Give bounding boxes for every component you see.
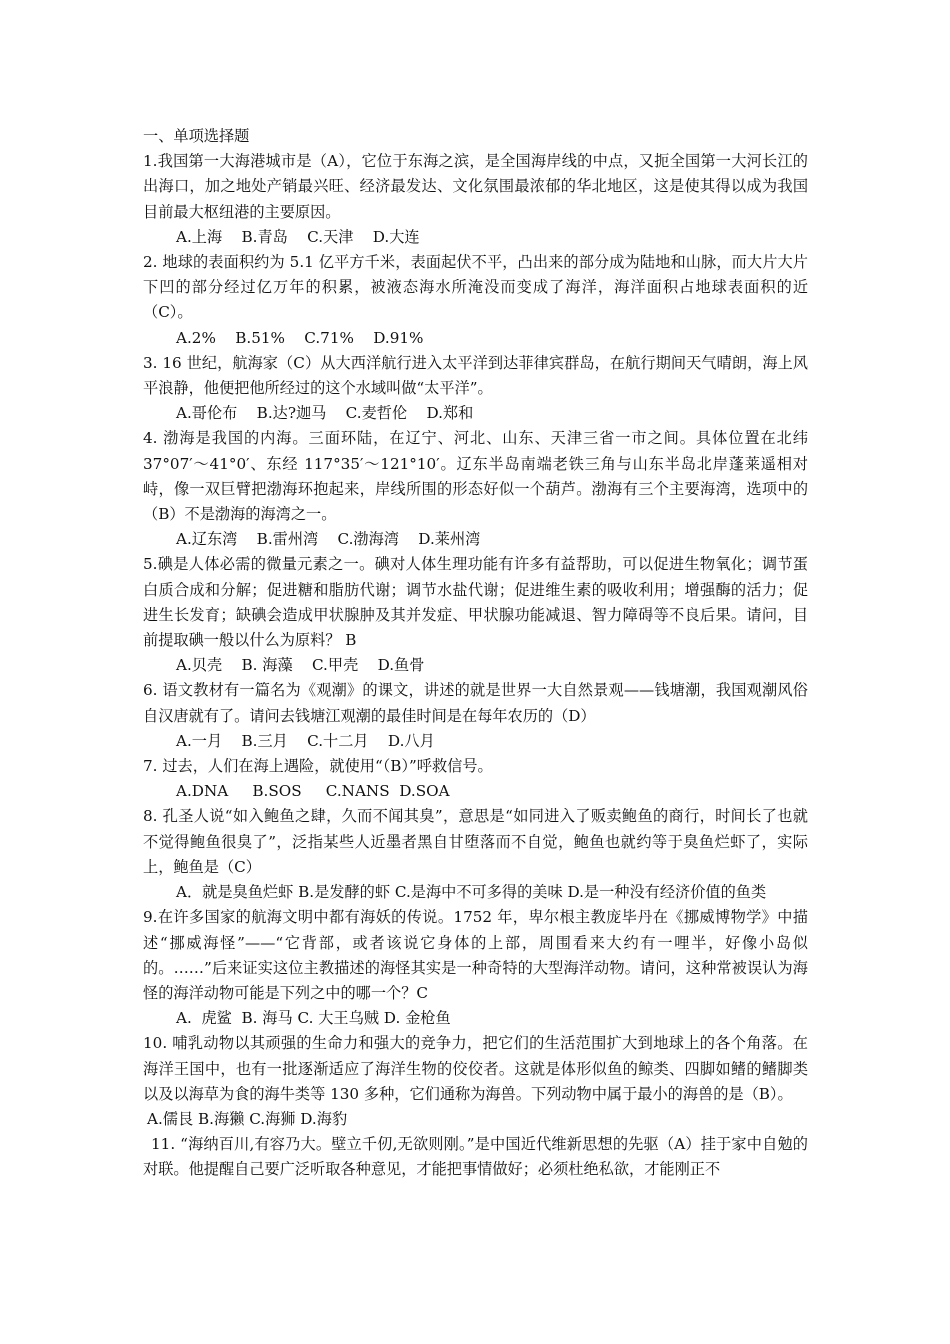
question-4-stem: 4. 渤海是我国的内海。三面环陆，在辽宁、河北、山东、天津三省一市之间。具体位置在北纬 37°07′～41°0′、东经 117°35′～121°10′。辽东半岛南端老铁三角与山东半岛北岸蓬莱遥相对峙，像一双巨臂把渤海环抱起来，岸线所围的形态好似一个葫芦。渤海有三个主要海湾，选项中的（B）不是渤海的海湾之一。 [143, 429, 808, 524]
question-11-stem: 11. “海纳百川,有容乃大。壁立千仞,无欲则刚。”是中国近代维新思想的先驱（A）挂于家中自勉的对联。他提醒自己要广泛听取各种意见，才能把事情做好；必须杜绝私欲，才能刚正不 [143, 1135, 808, 1179]
question-6-options: A.一月 B.三月 C.十二月 D.八月 [176, 731, 435, 750]
question-7-options: A.DNA B.SOS C.NANS D.SOA [176, 782, 450, 801]
question-3-stem: 3. 16 世纪，航海家（C）从大西洋航行进入太平洋到达菲律宾群岛，在航行期间天气晴朗，海上风平浪静，他便把他所经过的这个水域叫做“太平洋”。 [143, 353, 808, 398]
question-8-stem: 8. 孔圣人说“如入鲍鱼之肆，久而不闻其臭”，意思是“如同进入了贩卖鲍鱼的商行，时间长了也就不觉得鲍鱼很臭了”，泛指某些人近墨者黑自甘堕落而不自觉，鲍鱼也就约等于臭鱼烂虾了，实际上，鲍鱼是（C） [143, 807, 808, 876]
question-1-options: A.上海 B.青岛 C.天津 D.大连 [176, 227, 420, 246]
question-5-options: A.贝壳 B. 海藻 C.甲壳 D.鱼骨 [176, 656, 425, 675]
document-body [143, 124, 808, 1183]
question-5-stem: 5.碘是人体必需的微量元素之一。碘对人体生理功能有许多有益帮助，可以促进生物氧化；调节蛋白质合成和分解；促进糖和脂肪代谢；调节水盐代谢；促进维生素的吸收利用；增强酶的活力；促进生长发育；缺碘会造成甲状腺肿及其并发症、甲状腺功能减退、智力障碍等不良后果。请问，目前提取碘一般以什么为原料？ B [143, 555, 808, 650]
question-4-options: A.辽东湾 B.雷州湾 C.渤海湾 D.莱州湾 [176, 530, 481, 549]
question-9-stem: 9.在许多国家的航海文明中都有海妖的传说。1752 年，卑尔根主教庞毕丹在《挪威博物学》中描述“挪威海怪”——“它背部，或者该说它身体的上部，周围看来大约有一哩半，好像小岛似的。……”后来证实这位主教描述的海怪其实是一种奇特的大型海洋动物。请问，这种常被误认为海怪的海洋动物可能是下列之中的哪一个？C [143, 908, 808, 1002]
question-10-options: A.儒艮 B.海獭 C.海狮 D.海豹 [147, 1109, 348, 1128]
question-3-options: A.哥伦布 B.达?迦马 C.麦哲伦 D.郑和 [176, 404, 474, 423]
question-10-stem: 10. 哺乳动物以其顽强的生命力和强大的竞争力，把它们的生活范围扩大到地球上的各个角落。在海洋王国中，也有一批逐渐适应了海洋生物的佼佼者。这就是体形似鱼的鲸类、四脚如鳍的鳍脚类以及以海草为食的海牛类等 130 多种，它们通称为海兽。下列动物中属于最小的海兽的是（B）。 [143, 1034, 808, 1103]
question-1-stem: 1.我国第一大海港城市是（A），它位于东海之滨，是全国海岸线的中点，又扼全国第一大河长江的出海口，加之地处产销最兴旺、经济最发达、文化氛围最浓郁的华北地区，这是使其得以成为我国目前最大枢纽港的主要原因。 [143, 152, 808, 221]
question-9-options: A. 虎鲨 B. 海马 C. 大王乌贼 D. 金枪鱼 [176, 1009, 451, 1028]
question-6-stem: 6. 语文教材有一篇名为《观潮》的课文，讲述的就是世界一大自然景观——钱塘潮，我国观潮风俗自汉唐就有了。请问去钱塘江观潮的最佳时间是在每年农历的（D） [143, 681, 808, 725]
question-2-options: A.2% B.51% C.71% D.91% [176, 328, 424, 347]
question-8-options: A．就是臭鱼烂虾 B.是发酵的虾 C.是海中不可多得的美味 D.是一种没有经济价值的鱼类 [176, 883, 767, 902]
section-title: 一、单项选择题 [143, 127, 250, 145]
question-7-stem: 7. 过去，人们在海上遇险，就使用“（B）”呼救信号。 [143, 757, 493, 776]
question-2-stem: 2. 地球的表面积约为 5.1 亿平方千米，表面起伏不平，凸出来的部分成为陆地和山脉，而大片大片下凹的部分经过亿万年的积累，被液态海水所淹没而变成了海洋，海洋面积占地球表面积的近（C）。 [143, 253, 808, 322]
